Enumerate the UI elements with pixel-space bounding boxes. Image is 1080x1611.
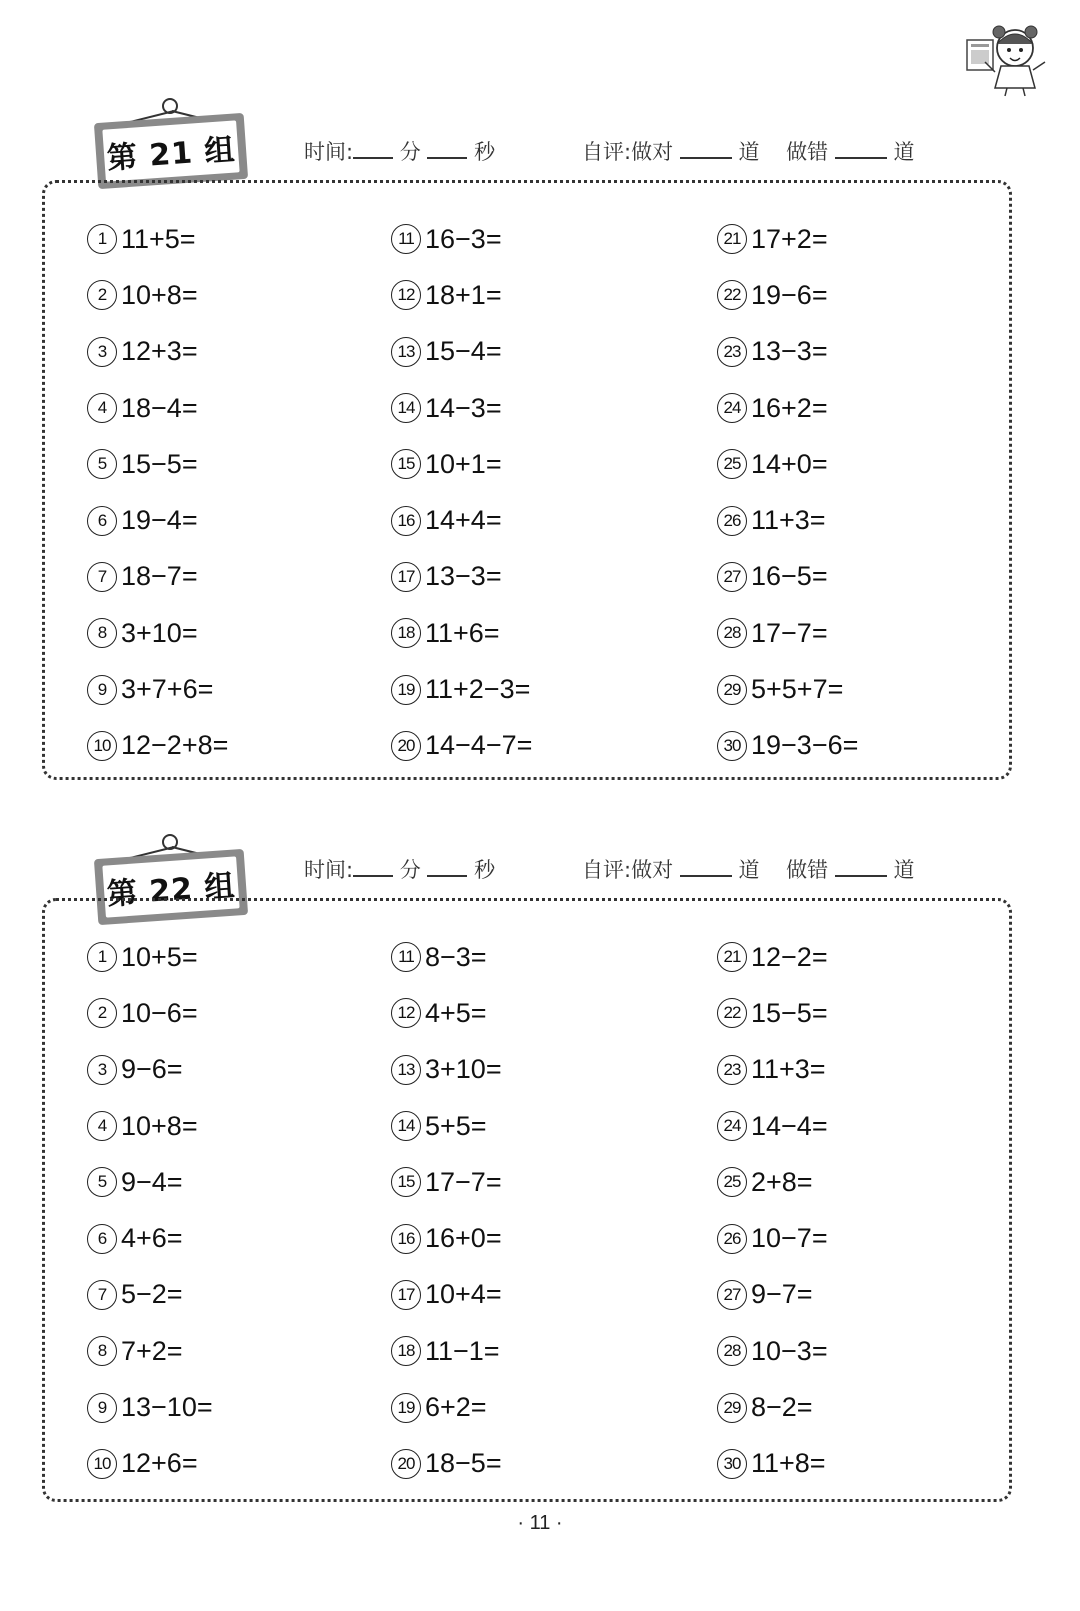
problem-number: 14 [391,1111,421,1141]
problem-item [391,1323,502,1379]
problem-expression: 16+2= [751,392,828,423]
wrong-unit: 道 [893,858,915,882]
problem-expression: 14−4−7= [425,730,533,761]
problem-number: 15 [391,1167,421,1197]
problem-column [87,211,228,774]
problem-number: 16 [391,506,421,536]
problem-item [717,929,828,985]
problem-column [87,929,213,1492]
wrong-label: 做错 [786,140,829,164]
problem-number: 6 [87,1224,117,1254]
problem-number: 10 [87,1449,117,1479]
problem-number: 17 [391,562,421,592]
problem-item [717,267,858,323]
correct-count-blank[interactable] [680,139,732,159]
problem-number: 25 [717,1167,747,1197]
seconds-label: 秒 [474,858,496,882]
correct-unit: 道 [738,140,760,164]
problem-expression: 7+2= [121,1335,183,1366]
problem-expression: 11+8= [751,1448,826,1479]
problem-item [391,985,502,1041]
problem-item [391,1210,502,1266]
problem-number: 9 [87,1393,117,1423]
problem-number: 26 [717,506,747,536]
problem-expression: 3+7+6= [121,674,214,705]
problem-expression: 12−2+8= [121,730,229,761]
problem-item [717,1379,828,1435]
problem-number: 19 [391,1393,421,1423]
problem-column [717,211,858,774]
problem-item [391,1379,502,1435]
minutes-label: 分 [399,140,421,164]
problem-number: 25 [717,449,747,479]
problem-expression: 10+8= [121,279,198,310]
problem-expression: 10−6= [121,997,198,1028]
problem-expression: 16−5= [751,561,828,592]
problem-number: 23 [717,1055,747,1085]
group-title: 第 21 组 [102,120,239,181]
problem-number: 5 [87,449,117,479]
problem-number: 3 [87,337,117,367]
problem-expression: 14+0= [751,448,828,479]
problem-item [87,718,228,774]
problem-item [391,211,532,267]
problem-number: 18 [391,1336,421,1366]
problem-item [391,492,532,548]
problem-item [87,380,228,436]
problem-item [717,1267,828,1323]
problem-expression: 13−10= [121,1392,213,1423]
problem-number: 2 [87,280,117,310]
problem-expression: 15−5= [751,997,828,1028]
minutes-blank[interactable] [353,857,393,877]
problem-number: 1 [87,224,117,254]
problem-number: 15 [391,449,421,479]
problem-item [717,1154,828,1210]
problem-number: 3 [87,1055,117,1085]
seconds-blank[interactable] [427,139,467,159]
problem-number: 12 [391,998,421,1028]
problem-number: 24 [717,393,747,423]
problem-item [87,1267,213,1323]
problem-number: 23 [717,337,747,367]
problem-expression: 18+1= [425,279,502,310]
problem-item [391,436,532,492]
problem-expression: 19−3−6= [751,730,859,761]
problem-number: 13 [391,1055,421,1085]
problem-expression: 10+5= [121,941,198,972]
group-title: 第 22 组 [102,856,239,917]
wrong-label: 做错 [786,858,829,882]
time-label: 时间: [304,858,354,882]
problem-number: 29 [717,675,747,705]
problem-expression: 5+5+7= [751,674,844,705]
problem-number: 11 [391,224,421,254]
problem-expression: 5−2= [121,1279,183,1310]
wrong-count-blank[interactable] [835,857,887,877]
problem-item [717,1098,828,1154]
problem-expression: 15−4= [425,336,502,367]
seconds-label: 秒 [474,140,496,164]
problem-column [391,929,502,1492]
problem-expression: 14−4= [751,1110,828,1141]
problem-item [717,1323,828,1379]
problem-item [391,324,532,380]
page-number: · 11 · [517,1512,563,1534]
correct-count-blank[interactable] [680,857,732,877]
problem-item [391,267,532,323]
problem-expression: 4+5= [425,997,487,1028]
problem-number: 20 [391,731,421,761]
problem-number: 22 [717,998,747,1028]
problem-number: 2 [87,998,117,1028]
problem-item [717,436,858,492]
seconds-blank[interactable] [427,857,467,877]
time-label: 时间: [304,140,354,164]
problem-box [42,180,1012,780]
problem-expression: 11+2−3= [425,674,531,705]
problem-item [391,718,532,774]
problem-item [717,985,828,1041]
problem-item [87,1098,213,1154]
problem-expression: 10+8= [121,1110,198,1141]
problem-expression: 11+3= [751,1054,826,1085]
problem-expression: 3+10= [121,617,198,648]
problem-column [391,211,532,774]
problem-item [87,929,213,985]
problem-item [391,1267,502,1323]
problem-item [87,605,228,661]
problem-expression: 3+10= [425,1054,502,1085]
problem-expression: 19−4= [121,505,198,536]
wrong-count-blank[interactable] [835,139,887,159]
problem-number: 6 [87,506,117,536]
problem-number: 21 [717,224,747,254]
problem-expression: 6+2= [425,1392,487,1423]
problem-number: 7 [87,1280,117,1310]
problem-expression: 17−7= [425,1166,502,1197]
problem-number: 28 [717,1336,747,1366]
problem-number: 28 [717,618,747,648]
problem-expression: 10+1= [425,448,502,479]
problem-expression: 9−4= [121,1166,183,1197]
problem-number: 8 [87,618,117,648]
problem-item [87,436,228,492]
problem-expression: 14−3= [425,392,502,423]
problem-number: 4 [87,1111,117,1141]
problem-expression: 17+2= [751,223,828,254]
problem-number: 5 [87,1167,117,1197]
problem-item [717,1436,828,1492]
problem-number: 7 [87,562,117,592]
problem-item [391,549,532,605]
problem-number: 9 [87,675,117,705]
problem-number: 24 [717,1111,747,1141]
problem-expression: 11+3= [751,505,826,536]
self-eval-label: 自评:做对 [582,140,674,164]
problem-expression: 11+5= [121,223,196,254]
wrong-unit: 道 [893,140,915,164]
problem-number: 11 [391,942,421,972]
problem-expression: 10+4= [425,1279,502,1310]
problem-item [87,1042,213,1098]
problem-expression: 4+6= [121,1223,183,1254]
problem-expression: 18−4= [121,392,198,423]
problem-expression: 10−7= [751,1223,828,1254]
problem-expression: 11−1= [425,1335,500,1366]
problem-item [391,1154,502,1210]
problem-expression: 8−3= [425,941,487,972]
minutes-blank[interactable] [353,139,393,159]
problem-item [717,380,858,436]
problem-number: 13 [391,337,421,367]
problem-item [87,1154,213,1210]
problem-number: 22 [717,280,747,310]
problem-number: 19 [391,675,421,705]
self-eval-label: 自评:做对 [582,858,674,882]
problem-expression: 15−5= [121,448,198,479]
problem-number: 26 [717,1224,747,1254]
problem-column [717,929,828,1492]
problem-number: 17 [391,1280,421,1310]
problem-number: 8 [87,1336,117,1366]
problem-expression: 19−6= [751,279,828,310]
problem-number: 27 [717,562,747,592]
problem-item [87,1210,213,1266]
problem-item [717,492,858,548]
minutes-label: 分 [399,858,421,882]
problem-number: 20 [391,1449,421,1479]
problem-item [391,929,502,985]
problem-item [717,211,858,267]
problem-item [87,1436,213,1492]
problem-expression: 18−7= [121,561,198,592]
problem-number: 1 [87,942,117,972]
problem-expression: 13−3= [425,561,502,592]
problem-item [391,1098,502,1154]
problem-expression: 11+6= [425,617,500,648]
problem-item [717,661,858,717]
problem-item [391,1436,502,1492]
problem-item [87,267,228,323]
problem-item [87,661,228,717]
problem-item [87,1379,213,1435]
problem-item [717,1042,828,1098]
problem-item [87,549,228,605]
problem-item [391,1042,502,1098]
problem-number: 29 [717,1393,747,1423]
problem-expression: 13−3= [751,336,828,367]
problem-number: 12 [391,280,421,310]
problem-expression: 9−7= [751,1279,813,1310]
problem-number: 10 [87,731,117,761]
problem-expression: 2+8= [751,1166,813,1197]
problem-item [87,324,228,380]
problem-number: 18 [391,618,421,648]
problem-expression: 10−3= [751,1335,828,1366]
problem-item [87,492,228,548]
problem-box [42,898,1012,1502]
problem-item [717,605,858,661]
problem-item [87,1323,213,1379]
problem-expression: 5+5= [425,1110,487,1141]
problem-number: 27 [717,1280,747,1310]
problem-expression: 8−2= [751,1392,813,1423]
problem-item [87,985,213,1041]
problem-number: 30 [717,731,747,761]
problem-item [391,605,532,661]
problem-number: 4 [87,393,117,423]
problem-expression: 14+4= [425,505,502,536]
problem-expression: 18−5= [425,1448,502,1479]
problem-number: 30 [717,1449,747,1479]
problem-expression: 12−2= [751,941,828,972]
problem-number: 21 [717,942,747,972]
problem-item [391,661,532,717]
group-title-sign [96,112,246,184]
problem-item [717,718,858,774]
problem-expression: 9−6= [121,1054,183,1085]
problem-item [391,380,532,436]
problem-expression: 16+0= [425,1223,502,1254]
mascot-girl-icon [965,18,1055,98]
problem-expression: 12+3= [121,336,198,367]
problem-item [717,549,858,605]
problem-number: 16 [391,1224,421,1254]
problem-expression: 16−3= [425,223,502,254]
problem-expression: 17−7= [751,617,828,648]
correct-unit: 道 [738,858,760,882]
problem-item [717,1210,828,1266]
problem-item [87,211,228,267]
problem-number: 14 [391,393,421,423]
problem-item [717,324,858,380]
problem-expression: 12+6= [121,1448,198,1479]
